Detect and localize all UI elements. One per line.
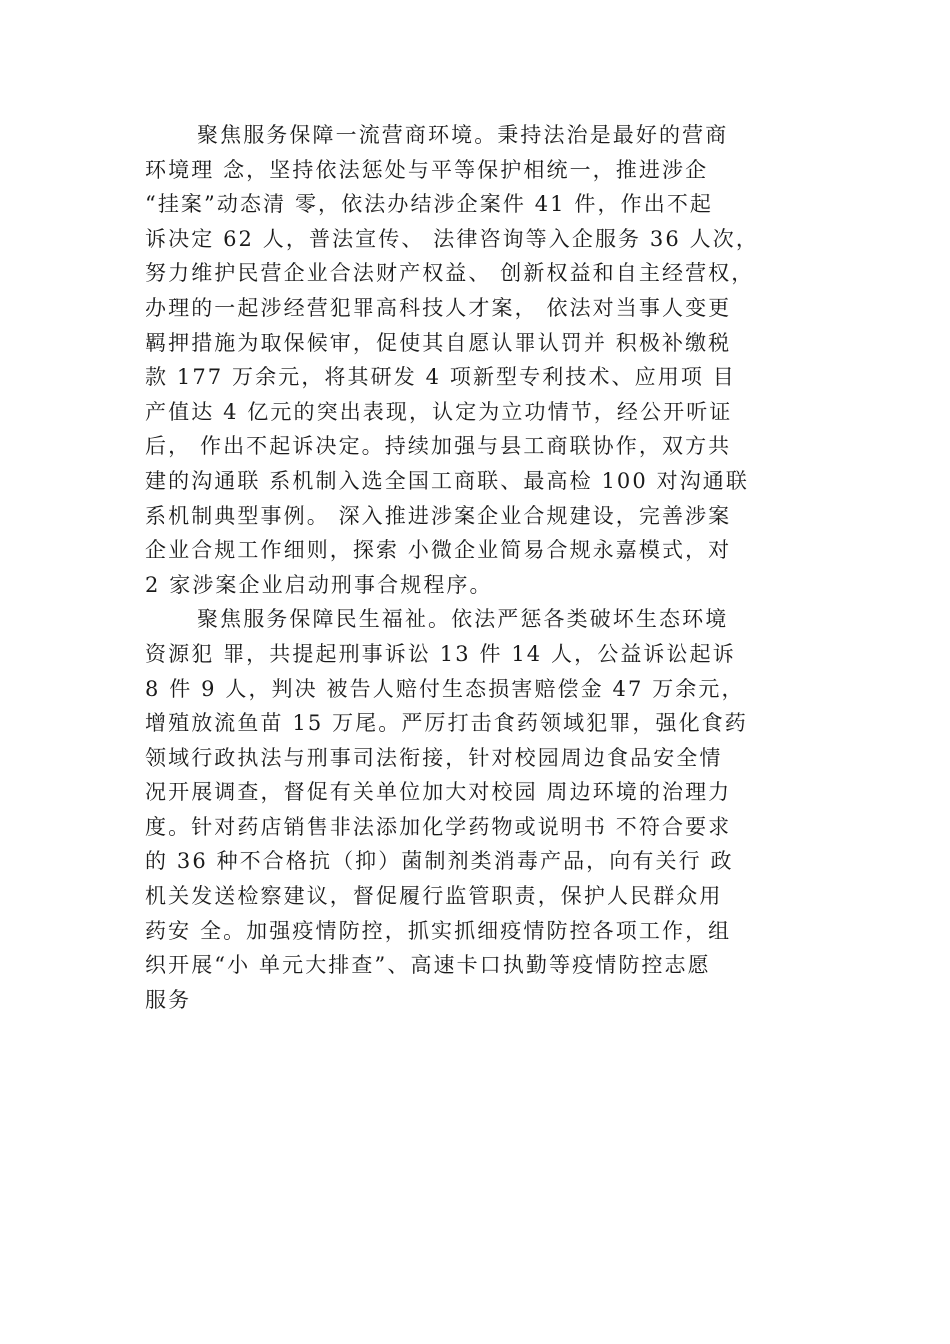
text-line: 领域行政执法与刑事司法衔接，针对校园周边食品安全情 [145,745,723,770]
text-line: 聚焦服务保障民生福祉。依法严惩各类破坏生态环境 [197,607,729,632]
text-line: 后， 作出不起诉决定。持续加强与县工商联协作，双方共 [145,434,732,459]
text-line: 努力维护民营企业合法财产权益、 创新权益和自主经营权， [145,261,755,286]
text-line: “挂案”动态清 零，依法办结涉企案件 41 件，作出不起 [145,192,714,217]
text-line: 资源犯 罪，共提起刑事诉讼 13 件 14 人，公益诉讼起诉 [145,641,736,666]
text-line: 款 177 万余元，将其研发 4 项新型专利技术、应用项 目 [145,365,736,390]
text-line: 企业合规工作细则，探索 小微企业简易合规永嘉模式，对 [145,538,732,563]
text-line: 2 家涉案企业启动刑事合规程序。 [145,572,493,597]
text-line: 环境理 念，坚持依法惩处与平等保护相统一，推进涉企 [145,157,709,182]
text-line: 织开展“小 单元大排查”、高速卡口执勤等疫情防控志愿 [145,953,711,978]
text-line: 办理的一起涉经营犯罪高科技人才案， 依法对当事人变更 [145,295,732,320]
text-line: 服务 [145,987,192,1012]
text-line: 的 36 种不合格抗（抑）菌制剂类消毒产品，向有关行 政 [145,849,734,874]
text-line: 系机制典型事例。 深入推进涉案企业合规建设，完善涉案 [145,503,732,528]
text-line: 羁押措施为取保候审，促使其自愿认罪认罚并 积极补缴税 [145,330,732,355]
text-line: 药安 全。加强疫情防控，抓实抓细疫情防控各项工作，组 [145,918,732,943]
document-body [145,118,815,1017]
paragraph-livelihood [145,602,815,1017]
text-line: 产值达 4 亿元的突出表现，认定为立功情节，经公开听证 [145,399,733,424]
text-line: 8 件 9 人，判决 被告人赔付生态损害赔偿金 47 万余元， [145,676,745,701]
text-line: 机关发送检察建议，督促履行监管职责，保护人民群众用 [145,884,723,909]
paragraph-business-environment [145,118,815,602]
text-line: 度。针对药店销售非法添加化学药物或说明书 不符合要求 [145,814,732,839]
text-line: 增殖放流鱼苗 15 万尾。严厉打击食药领域犯罪，强化食药 [145,711,748,736]
text-line: 聚焦服务保障一流营商环境。秉持法治是最好的营商 [197,123,729,147]
text-line: 况开展调查，督促有关单位加大对校园 周边环境的治理力 [145,780,732,805]
text-line: 诉决定 62 人，普法宣传、 法律咨询等入企服务 36 人次， [145,226,759,251]
text-line: 建的沟通联 系机制入选全国工商联、最高检 100 对沟通联 [145,468,750,493]
